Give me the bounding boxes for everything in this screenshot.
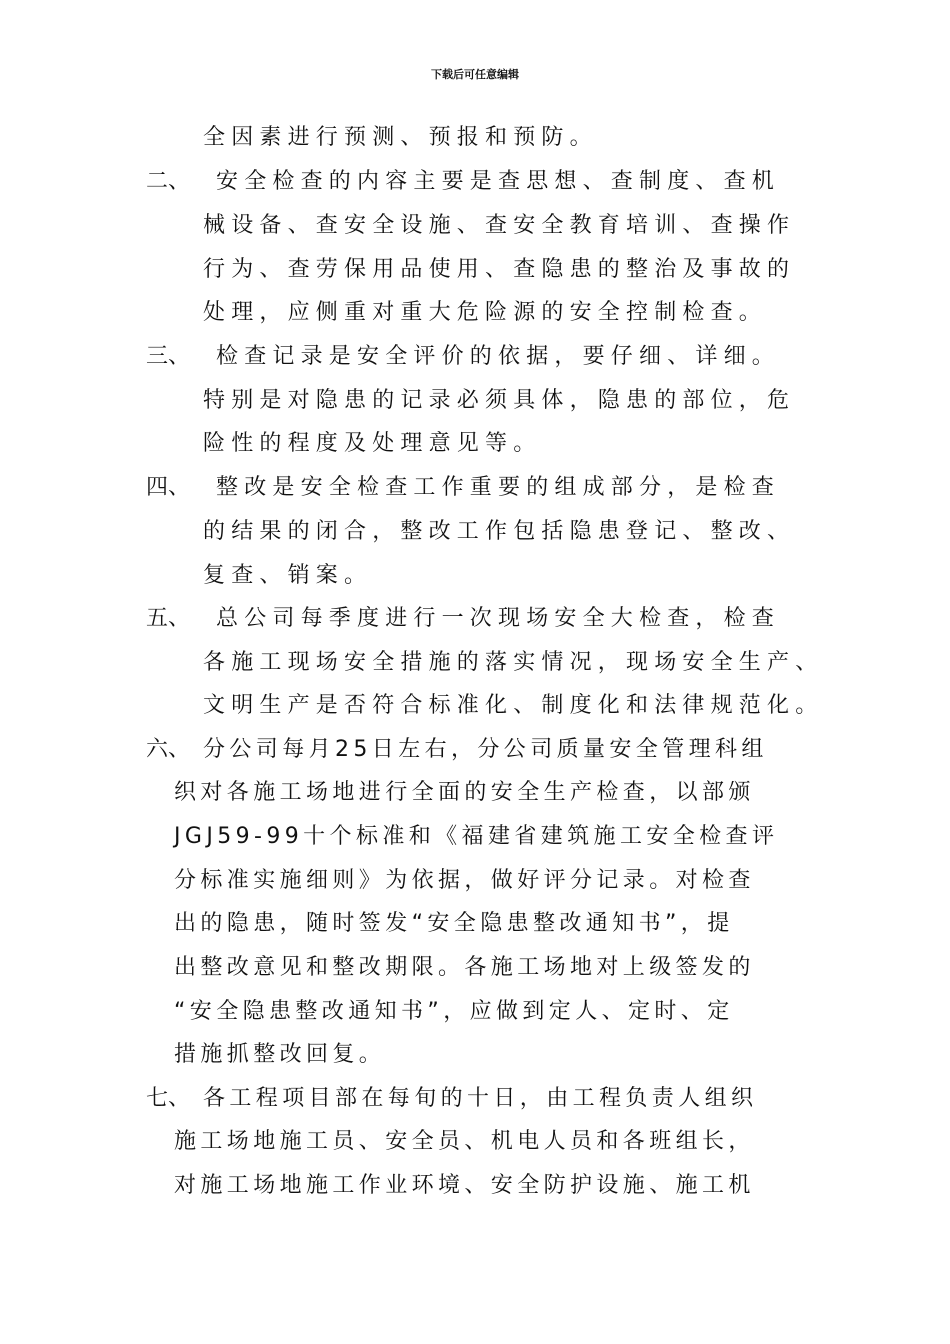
paragraph-line: 对施工场地施工作业环境、安全防护设施、施工机	[174, 1173, 755, 1198]
section-number: 五、	[146, 606, 191, 631]
section-number: 二、	[146, 169, 191, 194]
paragraph-line: 措施抓整改回复。	[174, 1042, 386, 1067]
paragraph-line: 施工场地施工员、安全员、机电人员和各班组长，	[174, 1129, 755, 1154]
paragraph-line: 分公司每月25日左右，分公司质量安全管理科组	[203, 737, 768, 762]
paragraph-line: 整改是安全检查工作重要的组成部分，是检查	[216, 475, 781, 500]
paragraph-line: 械设备、查安全设施、查安全教育培训、查操作	[203, 213, 796, 238]
paragraph-line: 分标准实施细则》为依据，做好评分记录。对检查	[174, 868, 755, 893]
paragraph-line: 总公司每季度进行一次现场安全大检查，检查	[216, 606, 781, 631]
paragraph-line: 各工程项目部在每旬的十日，由工程负责人组织	[203, 1086, 758, 1111]
section-number: 六、	[146, 737, 191, 762]
paragraph-line: 安全检查的内容主要是查思想、查制度、查机	[216, 169, 781, 194]
paragraph-line: 行为、查劳保用品使用、查隐患的整治及事故的	[203, 257, 796, 282]
paragraph-line: 出整改意见和整改期限。各施工场地对上级签发的	[174, 955, 755, 980]
section-number: 三、	[146, 344, 191, 369]
page-header: 下载后可任意编辑	[431, 68, 519, 81]
section-number: 七、	[146, 1086, 191, 1111]
paragraph-line: 处理，应侧重对重大危险源的安全控制检查。	[203, 300, 768, 325]
paragraph-line: 全因素进行预测、预报和预防。	[203, 125, 598, 150]
paragraph-line: 的结果的闭合，整改工作包括隐患登记、整改、	[203, 519, 796, 544]
paragraph-line: “安全隐患整改通知书”，应做到定人、定时、定	[174, 999, 734, 1024]
paragraph-line: 织对各施工场地进行全面的安全生产检查，以部颁	[174, 780, 755, 805]
paragraph-line: 出的隐患，随时签发“安全隐患整改通知书”，提	[174, 911, 734, 936]
paragraph-line: JGJ59-99十个标准和《福建省建筑施工安全检查评	[174, 824, 779, 849]
paragraph-line: 文明生产是否符合标准化、制度化和法律规范化。	[203, 693, 824, 718]
section-number: 四、	[146, 475, 191, 500]
paragraph-line: 复查、销案。	[203, 563, 373, 588]
paragraph-line: 险性的程度及处理意见等。	[203, 431, 542, 456]
paragraph-line: 特别是对隐患的记录必须具体，隐患的部位，危	[203, 388, 796, 413]
paragraph-line: 检查记录是安全评价的依据，要仔细、详细。	[216, 344, 781, 369]
paragraph-line: 各施工现场安全措施的落实情况，现场安全生产、	[203, 650, 824, 675]
